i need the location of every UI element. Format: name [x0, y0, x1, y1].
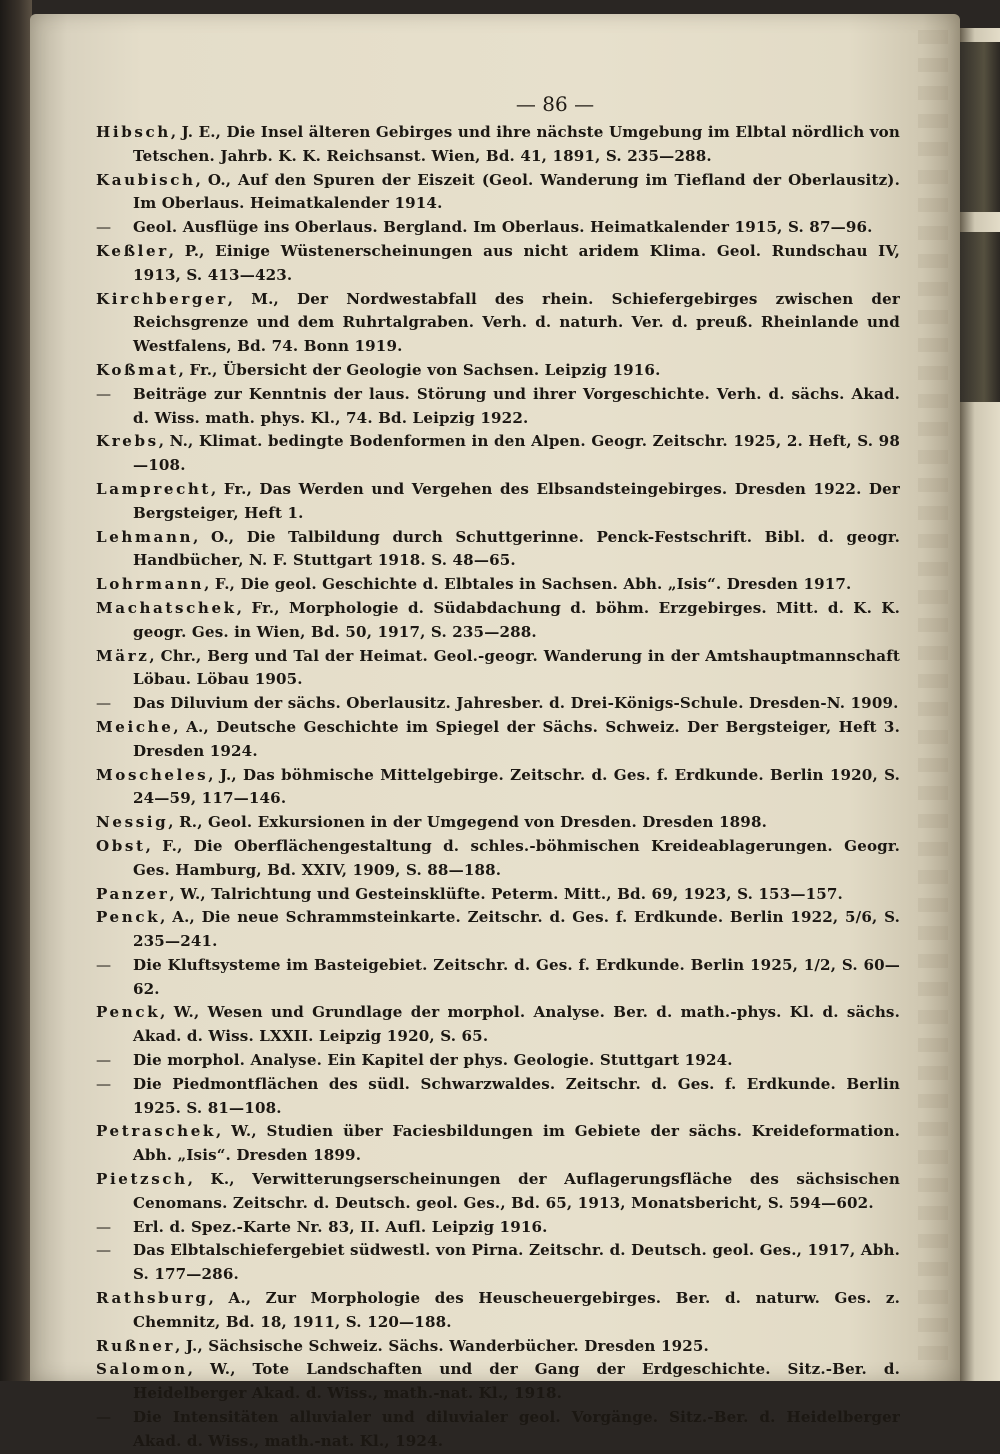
bibliography-entry: [96, 216, 900, 240]
bibliography-entry: [96, 906, 900, 954]
entry-author: Moscheles: [96, 765, 209, 784]
entry-text: , A., Die neue Schrammsteinkarte. Zeitschr. d. Ges. f. Erdkunde. Berlin 1922, 5/6, S. 235—241.: [133, 908, 900, 951]
entry-text: , O., Auf den Spuren der Eiszeit (Geol. Wanderung im Tiefland der Oberlausitz). Im Oberlaus. Heimatkalender 1914.: [133, 170, 900, 213]
bibliography-entry: [96, 430, 900, 478]
bibliography-entry: [96, 526, 900, 574]
repeat-author-dash: —: [96, 384, 112, 403]
entry-text: , M., Der Nordwestabfall des rhein. Schiefergebirges zwischen der Reichsgrenze und dem Ruhrtalgraben. Verh. d. naturh. Ver. d. preuß. Rheinlande und Westfalens, Bd. 74. Bonn 1919.: [133, 289, 900, 356]
entry-text: , W., Studien über Faciesbildungen im Gebiete der sächs. Kreideformation. Abh. „Isis“. Dresden 1899.: [133, 1122, 900, 1165]
bibliography-entry: [96, 1335, 900, 1359]
entry-text: , A., Zur Morphologie des Heuscheuergebirges. Ber. d. naturw. Ges. z. Chemnitz, Bd. 18, 1911, S. 120—188.: [133, 1289, 900, 1331]
adjacent-page-shadow: [960, 232, 1000, 402]
entry-author: Krebs: [96, 432, 159, 451]
entry-author: Penck: [96, 1003, 161, 1022]
bibliography-entry: [96, 1287, 900, 1335]
bibliography-entry: [96, 1216, 900, 1240]
repeat-author-dash: —: [96, 1051, 112, 1070]
entry-text: , A., Deutsche Geschichte im Spiegel der Sächs. Schweiz. Der Bergsteiger, Heft 3. Dresden 1924.: [133, 717, 900, 760]
repeat-author-dash: —: [96, 218, 112, 237]
entry-text: , F., Die Oberflächengestaltung d. schles.-böhmischen Kreideablagerungen. Geogr. Ges. Hamburg, Bd. XXIV, 1909, S. 88—188.: [133, 836, 900, 879]
entry-text: , O., Die Talbildung durch Schuttgerinne. Penck-Festschrift. Bibl. d. geogr. Handbücher, N. F. Stuttgart 1918. S. 48—65.: [133, 527, 900, 570]
bibliography-entry: [96, 288, 900, 359]
entry-text: , N., Klimat. bedingte Bodenformen in den Alpen. Geogr. Zeitschr. 1925, 2. Heft, S. 98—108.: [133, 432, 900, 475]
entry-text: , R., Geol. Exkursionen in der Umgegend von Dresden. Dresden 1898.: [168, 813, 768, 832]
entry-author: Lohrmann: [96, 575, 205, 594]
entry-text: , J., Sächsische Schweiz. Sächs. Wanderbücher. Dresden 1925.: [175, 1336, 709, 1355]
entry-text: Die Kluftsysteme im Basteigebiet. Zeitschr. d. Ges. f. Erdkunde. Berlin 1925, 1/2, S. 60—62.: [133, 955, 900, 998]
repeat-author-dash: —: [96, 955, 112, 974]
entry-author: Kaubisch: [96, 170, 196, 189]
entry-text: Die morphol. Analyse. Ein Kapitel der phys. Geologie. Stuttgart 1924.: [133, 1051, 733, 1070]
bibliography-entry: [96, 169, 900, 217]
entry-text: , W., Talrichtung und Gesteinsklüfte. Peterm. Mitt., Bd. 69, 1923, S. 153—157.: [169, 884, 843, 903]
bibliography-entry: [96, 1406, 900, 1454]
entry-text: , K., Verwitterungserscheinungen der Auflagerungsfläche des sächsischen Cenomans. Zeitschr. d. Deutsch. geol. Ges., Bd. 65, 1913, Monatsbericht, S. 594—602.: [133, 1170, 900, 1212]
entry-author: Machatschek: [96, 598, 237, 617]
bibliography-entry: [96, 478, 900, 526]
bibliography-entry: [96, 383, 900, 431]
entry-text: , J., Das böhmische Mittelgebirge. Zeitschr. d. Ges. f. Erdkunde. Berlin 1920, S. 24—59, 117—146.: [133, 765, 900, 808]
entry-text: Erl. d. Spez.-Karte Nr. 83, II. Aufl. Leipzig 1916.: [133, 1217, 548, 1236]
entry-author: Koßmat: [96, 360, 179, 379]
entry-text: , W., Tote Landschaften und der Gang der Erdgeschichte. Sitz.-Ber. d. Heidelberger Akad. d. Wiss., math.-nat. Kl., 1918.: [133, 1360, 900, 1403]
entry-text: Die Intensitäten alluvialer und diluvialer geol. Vorgänge. Sitz.-Ber. d. Heidelberger Akad. d. Wiss., math.-nat. Kl., 1924.: [133, 1408, 900, 1450]
bibliography-entry: [96, 716, 900, 764]
entry-text: Beiträge zur Kenntnis der laus. Störung und ihrer Vorgeschichte. Verh. d. sächs. Akad. d. Wiss. math. phys. Kl., 74. Bd. Leipzig 1922.: [133, 384, 900, 427]
bibliography-entry: [96, 645, 900, 693]
entry-author: Lehmann: [96, 527, 194, 546]
bibliography-entry: [96, 811, 900, 835]
entry-text: , J. E., Die Insel älteren Gebirges und ihre nächste Umgebung im Elbtal nördlich von Tetschen. Jahrb. K. K. Reichsanst. Wien, Bd. 41, 1891, S. 235—288.: [133, 123, 900, 165]
entry-text: , Fr., Übersicht der Geologie von Sachsen. Leipzig 1916.: [178, 360, 661, 379]
entry-author: Hibsch: [96, 123, 171, 141]
repeat-author-dash: —: [96, 1408, 112, 1427]
repeat-author-dash: —: [96, 1074, 112, 1093]
adjacent-page-edge: [958, 28, 1000, 1381]
entry-author: Meiche: [96, 717, 174, 736]
bibliography-entry: [96, 573, 900, 597]
page-edge-shade: [918, 30, 948, 1360]
repeat-author-dash: —: [96, 694, 112, 713]
entry-text: , Fr., Morphologie d. Südabdachung d. böhm. Erzgebirges. Mitt. d. K. K. geogr. Ges. in Wien, Bd. 50, 1917, S. 235—288.: [133, 598, 900, 641]
bibliography-entry: [96, 1239, 900, 1287]
repeat-author-dash: —: [96, 1217, 112, 1236]
entry-author: Obst: [96, 836, 146, 855]
bibliography-entry: [96, 597, 900, 645]
adjacent-page-shadow: [960, 42, 1000, 212]
entry-author: Panzer: [96, 884, 170, 903]
entry-author: Rußner: [96, 1336, 176, 1355]
bibliography-entry: [96, 1073, 900, 1121]
book-spine: [0, 0, 32, 1381]
entry-text: , P., Einige Wüstenerscheinungen aus nicht aridem Klima. Geol. Rundschau IV, 1913, S. 413—423.: [133, 241, 900, 284]
entry-author: März: [96, 646, 150, 665]
entry-author: Penck: [96, 908, 161, 927]
bibliography-entry: [96, 1049, 900, 1073]
bibliography-entry: [96, 240, 900, 288]
entry-text: , Chr., Berg und Tal der Heimat. Geol.-geogr. Wanderung in der Amtshauptmannschaft Löbau. Löbau 1905.: [133, 646, 900, 689]
entry-author: Petraschek: [96, 1122, 216, 1141]
bibliography-list: [96, 121, 900, 1454]
page-number: — 86 —: [515, 92, 595, 116]
entry-author: Keßler: [96, 241, 169, 260]
bibliography-entry: [96, 1001, 900, 1049]
bibliography-entry: [96, 1120, 900, 1168]
bibliography-entry: [96, 835, 900, 883]
bibliography-entry: [96, 692, 900, 716]
entry-text: , F., Die geol. Geschichte d. Elbtales in Sachsen. Abh. „Isis“. Dresden 1917.: [204, 575, 852, 594]
entry-author: Kirchberger: [96, 289, 228, 308]
entry-author: Rathsburg: [96, 1289, 209, 1308]
bibliography-entry: [96, 764, 900, 812]
entry-text: Das Diluvium der sächs. Oberlausitz. Jahresber. d. Drei-Königs-Schule. Dresden-N. 1909.: [133, 694, 899, 713]
bibliography-entry: [96, 359, 900, 383]
repeat-author-dash: —: [96, 1241, 112, 1260]
bibliography-entry: [96, 883, 900, 907]
entry-author: Nessig: [96, 813, 169, 832]
entry-text: Geol. Ausflüge ins Oberlaus. Bergland. Im Oberlaus. Heimatkalender 1915, S. 87—96.: [133, 218, 873, 237]
entry-author: Lamprecht: [96, 479, 212, 498]
entry-text: , Fr., Das Werden und Vergehen des Elbsandsteingebirges. Dresden 1922. Der Bergsteiger, Heft 1.: [133, 479, 900, 522]
bibliography-entry: [96, 954, 900, 1002]
bibliography-entry: [96, 1168, 900, 1216]
entry-text: Die Piedmontflächen des südl. Schwarzwaldes. Zeitschr. d. Ges. f. Erdkunde. Berlin 1925. S. 81—108.: [133, 1074, 900, 1117]
entry-author: Pietzsch: [96, 1170, 188, 1189]
entry-text: , W., Wesen und Grundlage der morphol. Analyse. Ber. d. math.-phys. Kl. d. sächs. Akad. d. Wiss. LXXII. Leipzig 1920, S. 65.: [133, 1003, 900, 1046]
bibliography-entry: [96, 121, 900, 169]
entry-text: Das Elbtalschiefergebiet südwestl. von Pirna. Zeitschr. d. Deutsch. geol. Ges., 1917, Abh. S. 177—286.: [133, 1241, 900, 1284]
bibliography-entry: [96, 1358, 900, 1406]
entry-author: Salomon: [96, 1360, 188, 1379]
